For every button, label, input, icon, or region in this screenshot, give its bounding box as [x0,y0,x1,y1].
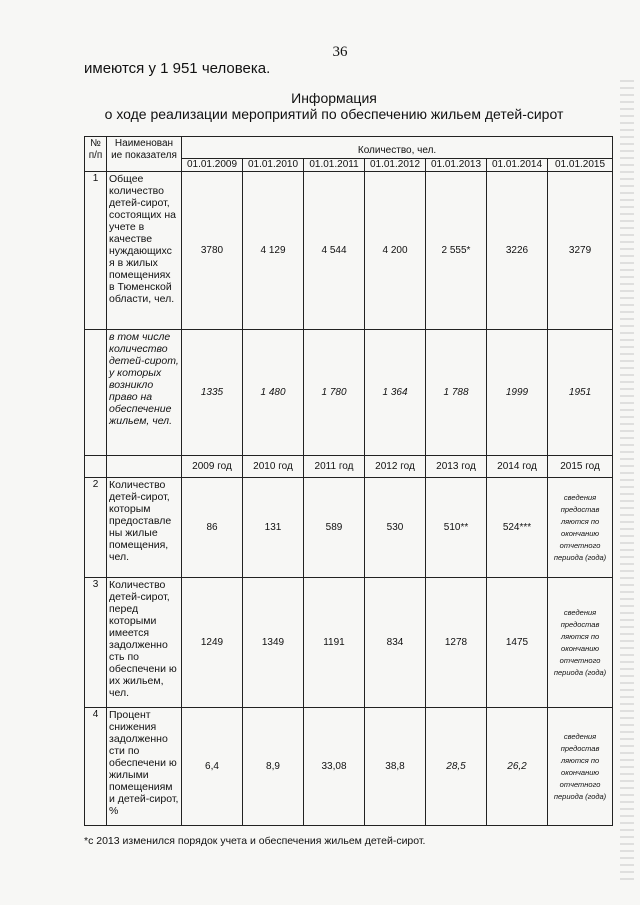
date-cell: 01.01.2010 [243,159,304,172]
year-cell: 2013 год [426,456,487,478]
value-cell: 6,4 [182,708,243,826]
value-cell: 530 [365,478,426,578]
value-cell: 4 544 [304,172,365,330]
date-cell: 01.01.2015 [548,159,613,172]
row-number: 4 [85,708,107,826]
value-cell: 1999 [487,330,548,456]
year-cell: 2009 год [182,456,243,478]
value-cell: 1335 [182,330,243,456]
pending-data-note: сведения предостав ляются по окончанию отчетного периода (года) [548,578,613,708]
year-cell: 2012 год [365,456,426,478]
title-line-1: Информация [291,90,377,106]
value-cell: 1 780 [304,330,365,456]
date-cell: 01.01.2013 [426,159,487,172]
table-row [85,478,613,578]
year-row-empty [85,456,107,478]
header-quantity: Количество, чел. [182,137,613,159]
report-table [84,136,613,826]
value-cell: 4 200 [365,172,426,330]
year-cell: 2011 год [304,456,365,478]
value-cell: 1 364 [365,330,426,456]
value-cell: 4 129 [243,172,304,330]
year-cell: 2015 год [548,456,613,478]
value-cell: 510** [426,478,487,578]
value-cell: 86 [182,478,243,578]
value-cell: 131 [243,478,304,578]
lead-text: имеются у 1 951 человека. [84,60,271,77]
header-name: Наименован ие показателя [107,137,182,172]
table-row [85,172,613,330]
row-label: в том числе количество детей-сирот, у которых возникло право на обеспечение жильем, чел. [107,330,182,456]
value-cell: 26,2 [487,708,548,826]
row-number-empty [85,330,107,456]
value-cell: 38,8 [365,708,426,826]
value-cell: 1 480 [243,330,304,456]
value-cell: 1475 [487,578,548,708]
value-cell: 1191 [304,578,365,708]
year-cell: 2014 год [487,456,548,478]
year-cell: 2010 год [243,456,304,478]
row-label: Количество детей-сирот, перед которыми имеется задолженно сть по обеспечени ю их жильем, чел. [107,578,182,708]
row-number: 3 [85,578,107,708]
value-cell: 28,5 [426,708,487,826]
date-cell: 01.01.2012 [365,159,426,172]
row-label: Количество детей-сирот, которым предоставле ны жилые помещения, чел. [107,478,182,578]
date-cell: 01.01.2011 [304,159,365,172]
date-cell: 01.01.2009 [182,159,243,172]
year-row-empty [107,456,182,478]
document-title [84,90,584,122]
table-row [85,708,613,826]
value-cell: 2 555* [426,172,487,330]
row-number: 1 [85,172,107,330]
pending-data-note: сведения предостав ляются по окончанию отчетного периода (года) [548,478,613,578]
value-cell: 8,9 [243,708,304,826]
value-cell: 3279 [548,172,613,330]
value-cell: 1278 [426,578,487,708]
value-cell: 1249 [182,578,243,708]
scan-edge-artifact [620,80,634,880]
value-cell: 1951 [548,330,613,456]
value-cell: 524*** [487,478,548,578]
value-cell: 589 [304,478,365,578]
year-header-row [85,456,613,478]
footnote: *с 2013 изменился порядок учета и обеспечения жильем детей-сирот. [84,835,426,847]
value-cell: 33,08 [304,708,365,826]
value-cell: 834 [365,578,426,708]
value-cell: 1 788 [426,330,487,456]
pending-data-note: сведения предостав ляются по окончанию отчетного периода (года) [548,708,613,826]
row-number: 2 [85,478,107,578]
row-label: Общее количество детей-сирот, состоящих на учете в качестве нуждающихс я в жилых помещениях в Тюменской области, чел. [107,172,182,330]
page-number: 36 [332,44,348,60]
date-cell: 01.01.2014 [487,159,548,172]
table-row [85,330,613,456]
value-cell: 1349 [243,578,304,708]
value-cell: 3780 [182,172,243,330]
row-label: Процент снижения задолженно сти по обеспечени ю жилыми помещениям и детей-сирот, % [107,708,182,826]
header-num: № п/п [85,137,107,172]
title-line-2: о ходе реализации мероприятий по обеспечению жильем детей-сирот [104,106,564,122]
table-header-row [85,137,613,159]
value-cell: 3226 [487,172,548,330]
table-row [85,578,613,708]
